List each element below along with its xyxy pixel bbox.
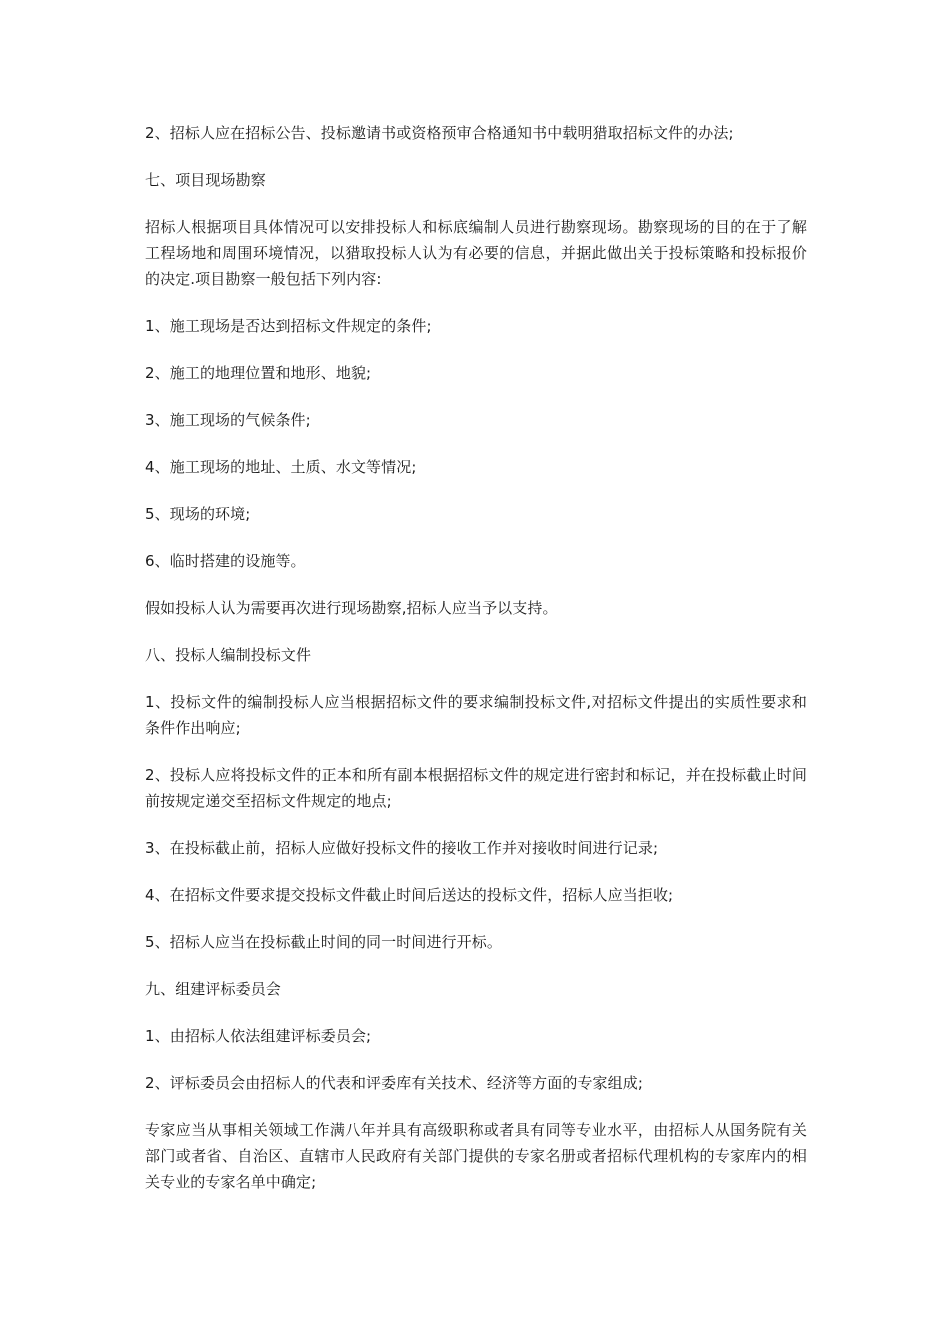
section-heading-8: 八、投标人编制投标文件 xyxy=(145,646,312,664)
paragraph-expert-requirements: 专家应当从事相关领域工作满八年并具有高级职称或者具有同等专业水平，由招标人从国务院有关部门或者省、自治区、直辖市人民政府有关部门提供的专家名册或者招标代理机构的专家库内的相关专业的专家名单中确定; xyxy=(145,1121,807,1191)
list-item-survey-3: 3、施工现场的气候条件; xyxy=(145,411,311,429)
list-item-bid-4: 4、在招标文件要求提交投标文件截止时间后送达的投标文件，招标人应当拒收; xyxy=(145,886,674,904)
list-item-survey-6: 6、临时搭建的设施等。 xyxy=(145,552,306,570)
paragraph-resurvey: 假如投标人认为需要再次进行现场勘察,招标人应当予以支持。 xyxy=(145,599,558,617)
list-item-survey-5: 5、现场的环境; xyxy=(145,505,251,523)
section-heading-7: 七、项目现场勘察 xyxy=(145,171,266,189)
list-item-survey-4: 4、施工现场的地址、土质、水文等情况; xyxy=(145,458,417,476)
list-item-survey-1: 1、施工现场是否达到招标文件规定的条件; xyxy=(145,317,432,335)
list-item-survey-2: 2、施工的地理位置和地形、地貌; xyxy=(145,364,372,382)
list-item-bid-1: 1、投标文件的编制投标人应当根据招标文件的要求编制投标文件,对招标文件提出的实质性要求和条件作出响应; xyxy=(145,693,807,737)
document-body xyxy=(145,120,807,1216)
list-item-committee-2: 2、评标委员会由招标人的代表和评委库有关技术、经济等方面的专家组成; xyxy=(145,1074,644,1092)
list-item-committee-1: 1、由招标人依法组建评标委员会; xyxy=(145,1027,372,1045)
list-item-bid-2: 2、投标人应将投标文件的正本和所有副本根据招标文件的规定进行密封和标记，并在投标截止时间前按规定递交至招标文件规定的地点; xyxy=(145,766,807,810)
section-heading-9: 九、组建评标委员会 xyxy=(145,980,281,998)
paragraph-item-2-method: 2、招标人应在招标公告、投标邀请书或资格预审合格通知书中载明猎取招标文件的办法; xyxy=(145,124,734,142)
paragraph-site-survey-intro: 招标人根据项目具体情况可以安排投标人和标底编制人员进行勘察现场。勘察现场的目的在于了解工程场地和周围环境情况，以猎取投标人认为有必要的信息，并据此做出关于投标策略和投标报价的决定.项目勘察一般包括下列内容: xyxy=(145,218,807,288)
list-item-bid-3: 3、在投标截止前，招标人应做好投标文件的接收工作并对接收时间进行记录; xyxy=(145,839,659,857)
list-item-bid-5: 5、招标人应当在投标截止时间的同一时间进行开标。 xyxy=(145,933,502,951)
